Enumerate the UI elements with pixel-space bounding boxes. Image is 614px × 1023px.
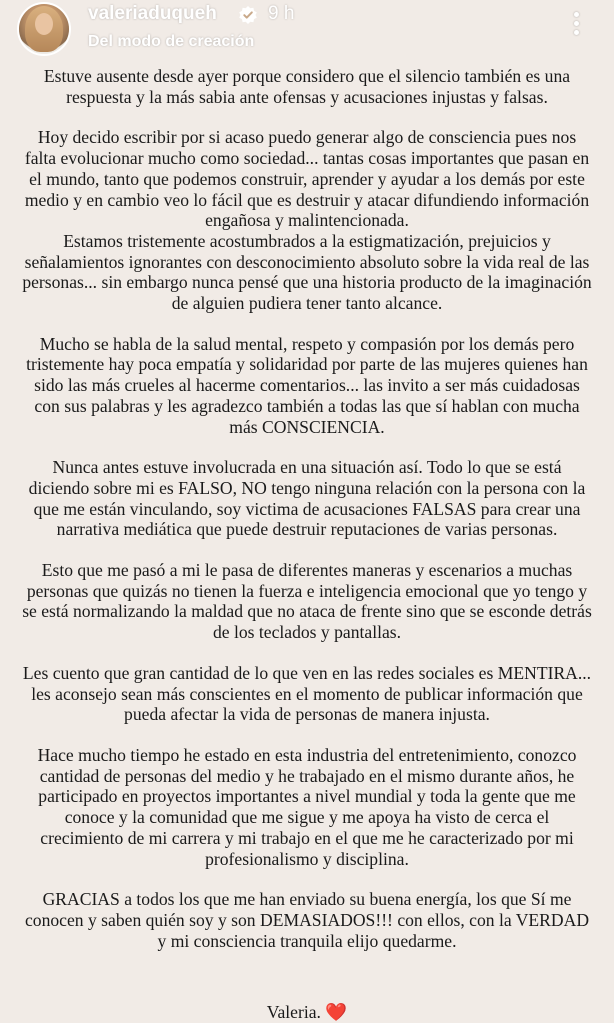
story-paragraph: Nunca antes estuve involucrada en una situación así. Todo lo que se está diciendo sobre mi es FALSO, NO tengo ninguna relación con la persona con la que me están vinculando, soy victima de acusaciones FALSAS para crear una narrativa mediática que puede destruir reputaciones de varias personas.: [28, 457, 586, 540]
signoff: [0, 1002, 614, 1023]
story-paragraph: Estuve ausente desde ayer porque considero que el silencio también es una respuesta y la más sabia ante ofensas y acusaciones injustas y falsas.: [43, 66, 571, 107]
creation-mode-label[interactable]: Del modo de creación: [88, 33, 255, 50]
heart-emoji-icon: ❤️: [325, 1002, 348, 1022]
signoff-name: Valeria.: [266, 1002, 321, 1022]
story-paragraph: Esto que me pasó a mi le pasa de diferentes maneras y escenarios a muchas personas que quizás no tienen la fuerza e inteligencia emocional que yo tengo y se está normalizando la maldad que no ataca de frente sino que se esconde detrás de los teclados y pantallas.: [22, 560, 592, 643]
story-paragraph: Estamos tristemente acostumbrados a la estigmatización, prejuicios y señalamientos ignorantes con desconocimiento absoluto sobre la vida real de las personas... sin embargo nunca pensé que una historia producto de la imaginación de alguien pudiera tener tanto alcance.: [22, 230, 592, 314]
story-paragraph: Hoy decido escribir por si acaso puedo generar algo de consciencia pues nos falta evolucionar mucho como sociedad... tantas cosas importantes que pasan en el mundo, tanto que podemos construir, aprender y ayudar a los demás por este medio y en cambio veo lo fácil que es destruir y atacar difundiendo información engañosa y malintencionada.: [24, 127, 590, 231]
story-text-body: [22, 66, 592, 971]
story-paragraph: GRACIAS a todos los que me han enviado su buena energía, los que Sí me conocen y saben quién soy y son DEMASIADOS!!! con ellos, con la VERDAD y mi consciencia tranquila elijo quedarme.: [24, 889, 590, 951]
username-link[interactable]: valeriaduqueh: [88, 3, 217, 24]
post-time: 9 h: [268, 3, 295, 24]
more-options-icon[interactable]: [566, 12, 586, 42]
story-paragraph: Hace mucho tiempo he estado en esta industria del entretenimiento, conozco cantidad de personas del medio y he trabajado en el mismo durante años, he participado en proyectos importantes a nivel mundial y toda la gente que me conoce y la comunidad que me sigue y me apoya ha visto de cerca el crecimiento de mi carrera y mi trabajo en el que me he caracterizado por mi profesionalismo y disciplina.: [37, 744, 577, 869]
story-paragraph: Les cuento que gran cantidad de lo que ven en las redes sociales es MENTIRA... les aconsejo sean más conscientes en el momento de publicar información que pueda afectar la vida de personas de manera injusta.: [22, 662, 592, 725]
avatar-face: [35, 13, 53, 35]
avatar[interactable]: [19, 4, 69, 54]
story-paragraph: Mucho se habla de la salud mental, respeto y compasión por los demás pero tristemente hay poca empatía y solidaridad por parte de las mujeres quienes han sido las más crueles al hacerme comentarios... las invito a ser más cuidadosas con sus palabras y les agradezco también a todas las que sí hablan con mucha más CONSCIENCIA.: [26, 333, 588, 437]
story-header: [0, 0, 614, 62]
verified-badge-icon: [238, 5, 258, 25]
